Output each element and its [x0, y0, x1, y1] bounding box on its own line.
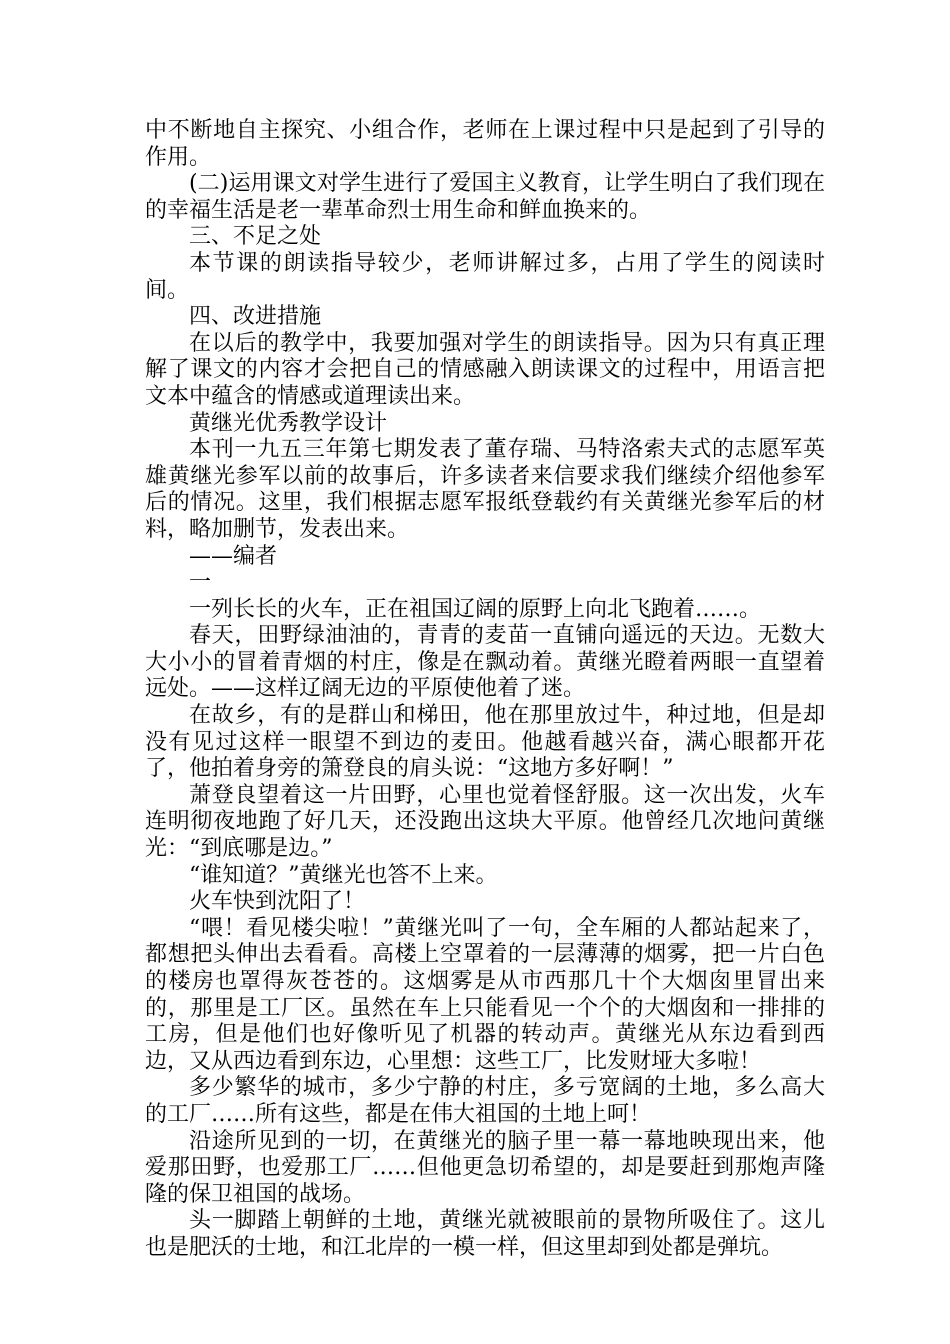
paragraph-shortcomings: 本节课的朗读指导较少，老师讲解过多，占用了学生的阅读时间。 [145, 250, 825, 303]
editor-signature: ——编者 [189, 543, 278, 569]
paragraph-story: “喂！看见楼尖啦！”黄继光叫了一句，全车厢的人都站起来了，都想把头伸出去看看。高楼上空罩着的一层薄薄的烟雾，把一片白色的楼房也罩得灰苍苍的。这烟雾是从市西那几十个大烟囱里冒出来的，那里是工厂区。虽然在车上只能看见一个个的大烟囱和一排排的工房，但是他们也好像听见了机器的转动声。黄继光从东边看到西边，又从西边看到东边，心里想：这些工厂，比发财垭大多啦！ [145, 915, 825, 1074]
paragraph-story: 沿途所见到的一切，在黄继光的脑子里一幕一幕地映现出来，他爱那田野，也爱那工厂……但他更急切希望的，却是要赶到那炮声隆隆的保卫祖国的战场。 [145, 1128, 825, 1207]
section-heading-improvements: 四、改进措施 [189, 304, 322, 330]
paragraph-improvements: 在以后的教学中，我要加强对学生的朗读指导。因为只有真正理解了课文的内容才会把自己的情感融入朗读课文的过程中，用语言把文本中蕴含的情感或道理读出来。 [145, 330, 825, 409]
paragraph-story: 头一脚踏上朝鲜的土地，黄继光就被眼前的景物所吸住了。这儿也是肥沃的士地，和江北岸的一模一样，但这里却到处都是弹坑。 [145, 1208, 825, 1260]
section-heading-shortcomings: 三、不足之处 [189, 224, 322, 250]
paragraph-story: 萧登良望着这一片田野，心里也觉着怪舒服。这一次出发，火车连明彻夜地跑了好几天，还没跑出这块大平原。他曾经几次地问黄继光：“到底哪是边。” [145, 782, 825, 862]
paragraph-story: “谁知道？”黄继光也答不上来。 [189, 862, 498, 888]
paragraph-continuation: 中不断地自主探究、小组合作，老师在上课过程中只是起到了引导的作用。 [145, 118, 825, 170]
paragraph-story: 一列长长的火车，正在祖国辽阔的原野上向北飞跑着……。 [189, 596, 762, 622]
chapter-number: 一 [189, 570, 212, 596]
title-lesson-design: 黄继光优秀教学设计 [189, 410, 388, 436]
paragraph-editor-note: 本刊一九五三年第七期发表了董存瑞、马特洛索夫式的志愿军英雄黄继光参军以前的故事后，许多读者来信要求我们继续介绍他参军后的情况。这里，我们根据志愿军报纸登载约有关黄继光参军后的材料，略加删节，发表出来。 [145, 437, 825, 542]
paragraph-story: 火车快到沈阳了！ [189, 889, 366, 915]
paragraph-patriotic-education: (二)运用课文对学生进行了爱国主义教育，让学生明白了我们现在的幸福生活是老一辈革命烈士用生命和鲜血换来的。 [145, 171, 825, 223]
paragraph-story: 在故乡，有的是群山和梯田，他在那里放过牛，种过地，但是却没有见过这样一眼望不到边的麦田。他越看越兴奋，满心眼都开花了，他拍着身旁的箫登良的肩头说：“这地方多好啊！” [145, 703, 825, 782]
document-page [145, 118, 825, 1262]
paragraph-story: 多少繁华的城市，多少宁静的村庄，多亏宽阔的土地，多么高大的工厂……所有这些，都是在伟大祖国的土地上呵！ [145, 1075, 825, 1127]
paragraph-story: 春天，田野绿油油的，青青的麦苗一直铺向遥远的天边。无数大大小小的冒着青烟的村庄，像是在飘动着。黄继光瞪着两眼一直望着远处。——这样辽阔无边的平原使他着了迷。 [145, 623, 825, 702]
